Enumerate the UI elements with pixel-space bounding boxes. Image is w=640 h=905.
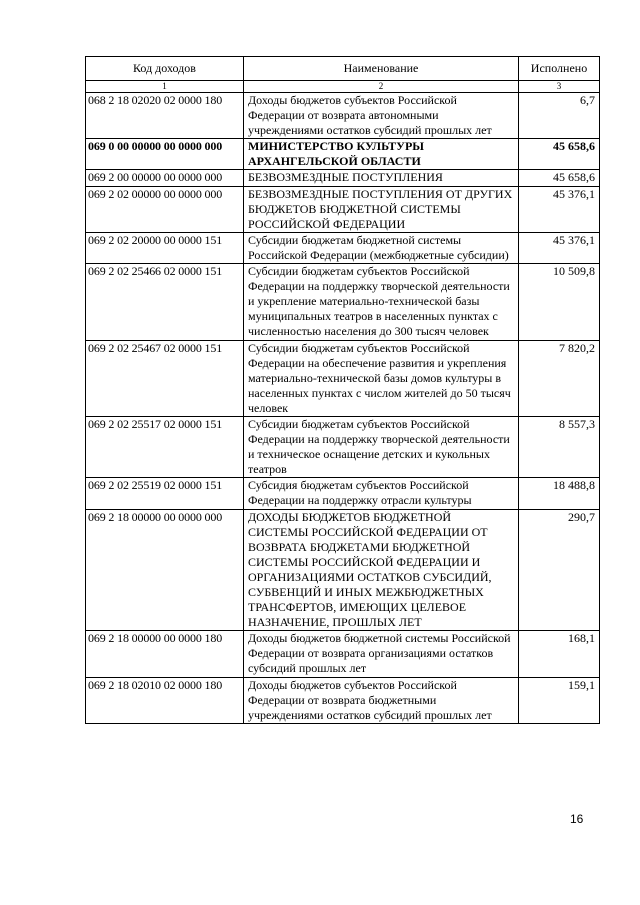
row-name: БЕЗВОЗМЕЗДНЫЕ ПОСТУПЛЕНИЯ ОТ ДРУГИХ БЮДЖЕТОВ БЮДЖЕТНОЙ СИСТЕМЫ РОССИЙСКОЙ ФЕДЕРАЦИИ [244, 186, 519, 232]
row-code: 068 2 18 02020 02 0000 180 [86, 93, 244, 139]
row-code: 069 2 18 00000 00 0000 180 [86, 631, 244, 677]
header-code: Код доходов [86, 57, 244, 81]
row-name: Субсидии бюджетам субъектов Российской Федерации на поддержку творческой деятельности и техническое оснащение детских и кукольных театров [244, 416, 519, 477]
column-number: 3 [519, 81, 600, 93]
table-row [86, 232, 600, 263]
row-amount: 45 658,6 [519, 139, 600, 170]
row-code: 069 2 18 00000 00 0000 000 [86, 509, 244, 631]
row-code: 069 2 02 00000 00 0000 000 [86, 186, 244, 232]
table-row [86, 416, 600, 477]
row-code: 069 2 02 25467 02 0000 151 [86, 340, 244, 416]
column-numbers-row [86, 81, 600, 93]
row-amount: 8 557,3 [519, 416, 600, 477]
column-number: 2 [244, 81, 519, 93]
table-row [86, 186, 600, 232]
row-amount: 6,7 [519, 93, 600, 139]
row-name: МИНИСТЕРСТВО КУЛЬТУРЫ АРХАНГЕЛЬСКОЙ ОБЛАСТИ [244, 139, 519, 170]
row-code: 069 0 00 00000 00 0000 000 [86, 139, 244, 170]
row-name: Доходы бюджетов субъектов Российской Федерации от возврата автономными учреждениями остатков субсидий прошлых лет [244, 93, 519, 139]
row-name: БЕЗВОЗМЕЗДНЫЕ ПОСТУПЛЕНИЯ [244, 170, 519, 186]
row-code: 069 2 02 20000 00 0000 151 [86, 232, 244, 263]
row-name: Субсидия бюджетам субъектов Российской Федерации на поддержку отрасли культуры [244, 478, 519, 509]
table-body [86, 93, 600, 724]
row-code: 069 2 18 02010 02 0000 180 [86, 677, 244, 723]
table-row [86, 264, 600, 340]
row-name: Доходы бюджетов бюджетной системы Российской Федерации от возврата организациями остатков субсидий прошлых лет [244, 631, 519, 677]
page-number: 16 [570, 812, 584, 826]
row-amount: 45 376,1 [519, 232, 600, 263]
table-row [86, 478, 600, 509]
row-amount: 159,1 [519, 677, 600, 723]
row-code: 069 2 02 25517 02 0000 151 [86, 416, 244, 477]
table-row [86, 631, 600, 677]
table-row [86, 170, 600, 186]
table-row [86, 677, 600, 723]
table-row [86, 509, 600, 631]
header-amount: Исполнено [519, 57, 600, 81]
row-code: 069 2 00 00000 00 0000 000 [86, 170, 244, 186]
row-amount: 45 376,1 [519, 186, 600, 232]
row-amount: 168,1 [519, 631, 600, 677]
table-row [86, 340, 600, 416]
row-amount: 10 509,8 [519, 264, 600, 340]
header-name: Наименование [244, 57, 519, 81]
row-code: 069 2 02 25466 02 0000 151 [86, 264, 244, 340]
row-name: Субсидии бюджетам субъектов Российской Федерации на обеспечение развития и укрепления материально-технической базы домов культуры в населенных пунктах с числом жителей до 50 тысяч человек [244, 340, 519, 416]
row-amount: 7 820,2 [519, 340, 600, 416]
header-row [86, 57, 600, 81]
row-name: Доходы бюджетов субъектов Российской Федерации от возврата бюджетными учреждениями остатков субсидий прошлых лет [244, 677, 519, 723]
row-name: Субсидии бюджетам бюджетной системы Российской Федерации (межбюджетные субсидии) [244, 232, 519, 263]
row-name: Субсидии бюджетам субъектов Российской Федерации на поддержку творческой деятельности и укрепление материально-технической базы муниципальных театров в населенных пунктах с численностью населения до 300 тысяч человек [244, 264, 519, 340]
row-amount: 290,7 [519, 509, 600, 631]
row-name: ДОХОДЫ БЮДЖЕТОВ БЮДЖЕТНОЙ СИСТЕМЫ РОССИЙСКОЙ ФЕДЕРАЦИИ ОТ ВОЗВРАТА БЮДЖЕТАМИ БЮДЖЕТНОЙ СИСТЕМЫ РОССИЙСКОЙ ФЕДЕРАЦИИ И ОРГАНИЗАЦИЯМИ ОСТАТКОВ СУБСИДИЙ, СУБВЕНЦИЙ И ИНЫХ МЕЖБЮДЖЕТНЫХ ТРАНСФЕРТОВ, ИМЕЮЩИХ ЦЕЛЕВОЕ НАЗНАЧЕНИЕ, ПРОШЛЫХ ЛЕТ [244, 509, 519, 631]
budget-table [85, 56, 600, 724]
table-row [86, 139, 600, 170]
row-amount: 18 488,8 [519, 478, 600, 509]
column-number: 1 [86, 81, 244, 93]
row-code: 069 2 02 25519 02 0000 151 [86, 478, 244, 509]
table-row [86, 93, 600, 139]
row-amount: 45 658,6 [519, 170, 600, 186]
